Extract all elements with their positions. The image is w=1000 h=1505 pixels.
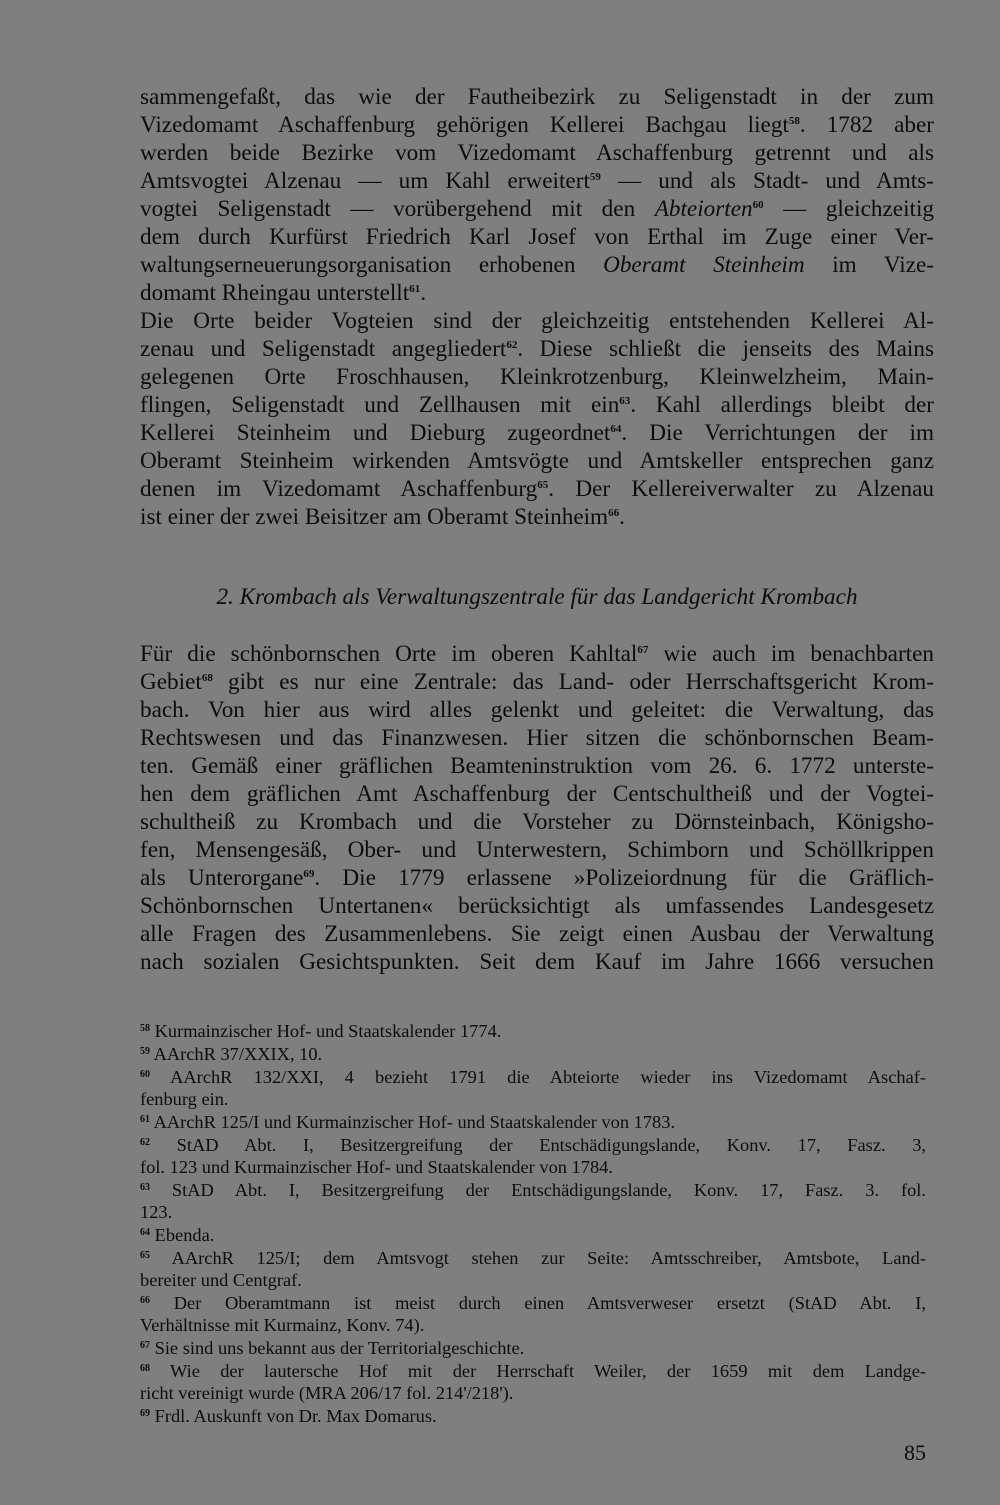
section-line: alle Fragen des Zusammenlebens. Sie zeigt einen Ausbau der Verwaltung bbox=[140, 921, 934, 947]
footnote-line: $^{62}$ StAD Abt. I, Besitzergreifung der Entschädigungslande, Konv. 17, Fasz. 3, bbox=[140, 1135, 926, 1155]
body-line: Oberamt Steinheim wirkenden Amtsvögte und Amtskeller entsprechen ganz bbox=[140, 448, 934, 474]
section-line: schultheiß zu Krombach und die Vorsteher zu Dörnsteinbach, Königsho- bbox=[140, 809, 934, 835]
footnote-line: $^{67}$ Sie sind uns bekannt aus der Territorialgeschichte. bbox=[140, 1338, 525, 1358]
section-line: als Unterorgane$^{69}$. Die 1779 erlassene »Polizeiordnung für die Gräflich- bbox=[140, 865, 934, 891]
footnote-line: bereiter und Centgraf. bbox=[140, 1270, 302, 1290]
footnote-line: fenburg ein. bbox=[140, 1089, 229, 1109]
footnote-line: $^{59}$ AArchR 37/XXIX, 10. bbox=[140, 1044, 323, 1064]
section-line: Schönbornschen Untertanen« berücksichtigt als umfassendes Landesgesetz bbox=[140, 893, 934, 919]
footnote-line: $^{58}$ Kurmainzischer Hof- und Staatskalender 1774. bbox=[140, 1021, 502, 1041]
footnote-line: 123. bbox=[140, 1202, 173, 1222]
body-line: Vizedomamt Aschaffenburg gehörigen Kellerei Bachgau liegt$^{58}$. 1782 aber bbox=[140, 112, 934, 138]
section-heading: 2. Krombach als Verwaltungszentrale für das Landgericht Krombach bbox=[216, 584, 858, 610]
section-line: hen dem gräflichen Amt Aschaffenburg der Centschultheiß und der Vogtei- bbox=[140, 781, 934, 807]
page-number: 85 bbox=[904, 1440, 926, 1465]
footnote-line: $^{69}$ Frdl. Auskunft von Dr. Max Domarus. bbox=[140, 1406, 437, 1426]
footnote-line: $^{60}$ AArchR 132/XXI, 4 bezieht 1791 die Abteiorte wieder ins Vizedomamt Aschaf- bbox=[140, 1067, 926, 1087]
section-line: bach. Von hier aus wird alles gelenkt und geleitet: die Verwaltung, das bbox=[140, 697, 934, 723]
footnote-line: $^{61}$ AArchR 125/I und Kurmainzischer Hof- und Staatskalender von 1783. bbox=[140, 1112, 676, 1132]
footnote-line: fol. 123 und Kurmainzischer Hof- und Staatskalender von 1784. bbox=[140, 1157, 613, 1177]
section-line: ten. Gemäß einer gräflichen Beamteninstruktion vom 26. 6. 1772 unterste- bbox=[140, 753, 934, 779]
body-line: werden beide Bezirke vom Vizedomamt Aschaffenburg getrennt und als bbox=[140, 140, 934, 166]
footnote-line: $^{65}$ AArchR 125/I; dem Amtsvogt stehen zur Seite: Amtsschreiber, Amtsbote, Land- bbox=[140, 1248, 926, 1268]
footnote-line: richt vereinigt wurde (MRA 206/17 fol. 214'/218'). bbox=[140, 1383, 514, 1403]
body-line: zenau und Seligenstadt angegliedert$^{62}$. Diese schließt die jenseits des Mains bbox=[140, 336, 934, 362]
section-line: nach sozialen Gesichtspunkten. Seit dem Kauf im Jahre 1666 versuchen bbox=[140, 949, 934, 975]
body-line: flingen, Seligenstadt und Zellhausen mit ein$^{63}$. Kahl allerdings bleibt der bbox=[140, 392, 934, 418]
section-line: Für die schönbornschen Orte im oberen Kahltal$^{67}$ wie auch im benachbarten bbox=[140, 641, 934, 667]
body-line: domamt Rheingau unterstellt$^{61}$. bbox=[140, 280, 426, 306]
section-line: Gebiet$^{68}$ gibt es nur eine Zentrale: das Land- oder Herrschaftsgericht Krom- bbox=[140, 669, 934, 695]
body-line: sammengefaßt, das wie der Fautheibezirk zu Seligenstadt in der zum bbox=[140, 84, 934, 110]
footnote-line: $^{66}$ Der Oberamtmann ist meist durch einen Amtsverweser ersetzt (StAD Abt. I, bbox=[140, 1293, 926, 1313]
footnote-line: $^{64}$ Ebenda. bbox=[140, 1225, 215, 1245]
body-line: Kellerei Steinheim und Dieburg zugeordnet$^{64}$. Die Verrichtungen der im bbox=[140, 420, 934, 446]
section-line: fen, Mensengesäß, Ober- und Unterwestern, Schimborn und Schöllkrippen bbox=[140, 837, 934, 863]
body-line: denen im Vizedomamt Aschaffenburg$^{65}$. Der Kellereiverwalter zu Alzenau bbox=[140, 476, 934, 502]
footnote-line: $^{68}$ Wie der lautersche Hof mit der Herrschaft Weiler, der 1659 mit dem Landge- bbox=[140, 1361, 926, 1381]
body-line: dem durch Kurfürst Friedrich Karl Josef von Erthal im Zuge einer Ver- bbox=[140, 224, 934, 250]
body-line: ist einer der zwei Beisitzer am Oberamt Steinheim$^{66}$. bbox=[140, 504, 625, 530]
body-line: Amtsvogtei Alzenau — um Kahl erweitert$^{59}$ — und als Stadt- und Amts- bbox=[140, 168, 934, 194]
body-line: vogtei Seligenstadt — vorübergehend mit den Abteiorten$^{60}$ — gleichzeitig bbox=[140, 196, 934, 222]
body-line: gelegenen Orte Froschhausen, Kleinkrotzenburg, Kleinwelzheim, Main- bbox=[140, 364, 934, 390]
footnote-line: Verhältnisse mit Kurmainz, Konv. 74). bbox=[140, 1315, 425, 1335]
body-line: Die Orte beider Vogteien sind der gleichzeitig entstehenden Kellerei Al- bbox=[140, 308, 934, 334]
footnote-line: $^{63}$ StAD Abt. I, Besitzergreifung der Entschädigungslande, Konv. 17, Fasz. 3. fol. bbox=[140, 1180, 926, 1200]
section-line: Rechtswesen und das Finanzwesen. Hier sitzen die schönbornschen Beam- bbox=[140, 725, 934, 751]
body-line: waltungserneuerungsorganisation erhobenen Oberamt Steinheim im Vize- bbox=[140, 252, 935, 278]
